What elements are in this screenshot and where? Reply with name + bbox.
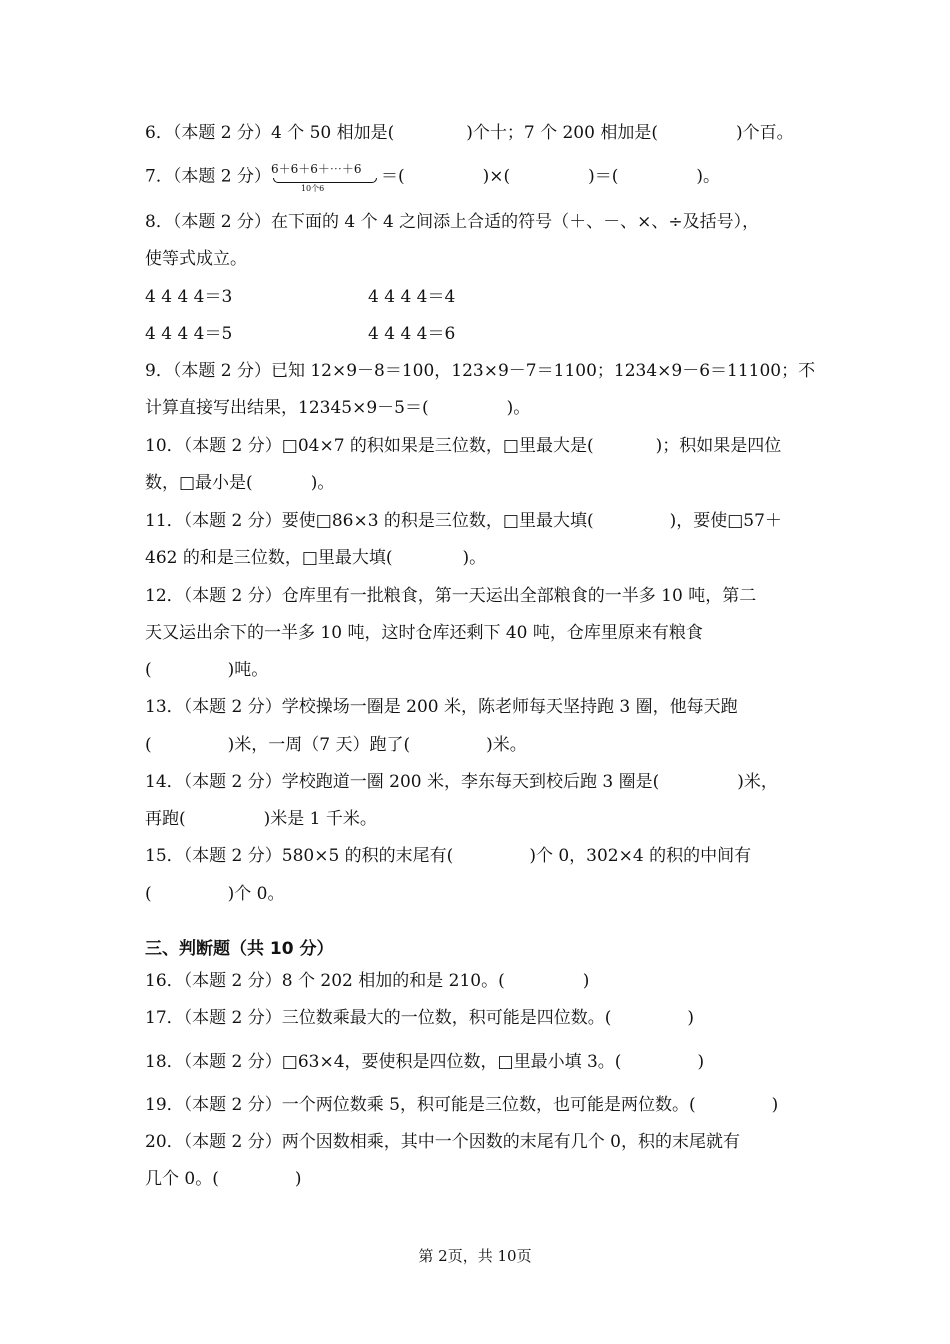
question-18 [145, 1051, 704, 1073]
question-11-line-1 [145, 510, 782, 532]
q17-text-a: 17．（本题 2 分）三位数乘最大的一位数，积可能是四位数。( [145, 1008, 612, 1028]
q9-text-1: 9．（本题 2 分）已知 12×9－8＝100，123×9－7＝1100；1234×9－6＝11100；不 [145, 361, 816, 381]
q20-text-1: 20．（本题 2 分）两个因数相乘，其中一个因数的末尾有几个 0，积的末尾就有 [145, 1132, 740, 1152]
q7-eq-b: )×( [482, 166, 511, 187]
q7-prefix: 7．（本题 2 分） [145, 166, 271, 187]
q20-text-2b: ) [294, 1169, 302, 1189]
question-15-line-1 [145, 845, 751, 867]
q10-text-1b: )；积如果是四位 [655, 436, 782, 456]
q8-equation-row-2 [145, 323, 232, 345]
q7-underbrace-label: 10个6 [300, 184, 325, 193]
q14-text-1a: 14．（本题 2 分）学校跑道一圈 200 米，李东每天到校后跑 3 圈是( [145, 772, 660, 792]
q14-text-2b: )米是 1 千米。 [263, 809, 377, 829]
question-6 [145, 122, 794, 144]
q8-equation-row-1 [145, 286, 232, 308]
q8-equation: 4 4 4 4＝3 [145, 287, 233, 307]
q11-text-1a: 11．（本题 2 分）要使□86×3 的积是三位数，□里最大填( [145, 511, 594, 531]
question-20-line-2 [145, 1168, 302, 1190]
q8-equation: 4 4 4 4＝4 [368, 287, 456, 307]
q13-text-2c: )米。 [486, 735, 527, 755]
q14-text-1b: )米， [737, 772, 778, 792]
q15-text-1a: 15．（本题 2 分）580×5 的积的末尾有( [145, 846, 454, 866]
q7-fraction-expression [271, 162, 381, 192]
question-19 [145, 1094, 778, 1116]
q7-underbrace [273, 178, 377, 183]
question-12-line-2 [145, 622, 703, 644]
q13-text-2b: )米，一周（7 天）跑了( [227, 735, 411, 755]
q12-text-3a: ( [145, 660, 152, 680]
question-7 [145, 162, 720, 192]
q15-text-2a: ( [145, 884, 152, 904]
q13-text-1: 13．（本题 2 分）学校操场一圈是 200 米，陈老师每天坚持跑 3 圈，他每天跑 [145, 697, 738, 717]
question-16 [145, 970, 589, 992]
q8-text-2: 使等式成立。 [145, 249, 247, 269]
q6-text-c: )个百。 [735, 123, 794, 143]
q8-equation: 4 4 4 4＝5 [145, 324, 233, 344]
question-17 [145, 1007, 694, 1029]
q7-eq-a: ＝( [380, 166, 405, 187]
question-12-line-1 [145, 585, 756, 607]
q19-text-b: ) [771, 1095, 779, 1115]
question-10-line-2 [145, 472, 334, 494]
q7-fraction-numerator: 6＋6＋6＋⋯＋6 [270, 162, 362, 176]
question-8-line-1 [145, 211, 759, 233]
question-20-line-1 [145, 1131, 740, 1153]
q12-text-2: 天又运出余下的一半多 10 吨，这时仓库还剩下 40 吨，仓库里原来有粮食 [145, 623, 703, 643]
q8-equation: 4 4 4 4＝6 [368, 324, 456, 344]
q10-text-1a: 10．（本题 2 分）□04×7 的积如果是三位数，□里最大是( [145, 436, 594, 456]
question-10-line-1 [145, 435, 781, 457]
q14-text-2a: 再跑( [145, 809, 186, 829]
question-11-line-2 [145, 547, 486, 569]
page-footer [0, 1245, 950, 1266]
section-3-title: 三、判断题（共 10 分） [145, 939, 334, 959]
q15-text-1b: )个 0，302×4 的积的中间有 [529, 846, 752, 866]
q11-text-1b: )，要使□57＋ [669, 511, 782, 531]
q13-text-2a: ( [145, 735, 152, 755]
q7-eq-d: )。 [696, 166, 721, 187]
question-12-line-3 [145, 659, 268, 681]
q18-text-b: ) [697, 1052, 705, 1072]
question-14-line-1 [145, 771, 778, 793]
q12-text-3b: )吨。 [227, 660, 269, 680]
q18-text-a: 18．（本题 2 分）□63×4，要使积是四位数，□里最小填 3。( [145, 1052, 622, 1072]
q9-text-2b: )。 [506, 398, 531, 418]
q6-text-b: )个十；7 个 200 相加是( [466, 123, 658, 143]
question-9-line-1 [145, 360, 815, 382]
q16-text-b: ) [582, 971, 590, 991]
question-14-line-2 [145, 808, 377, 830]
page-number: 第 2页，共 10页 [418, 1247, 532, 1265]
question-13-line-1 [145, 696, 738, 718]
question-15-line-2 [145, 883, 285, 905]
q15-text-2b: )个 0。 [227, 884, 285, 904]
question-9-line-2 [145, 397, 530, 419]
question-13-line-2 [145, 734, 527, 756]
section-heading [145, 938, 334, 960]
q12-text-1: 12．（本题 2 分）仓库里有一批粮食，第一天运出全部粮食的一半多 10 吨，第二 [145, 586, 757, 606]
q10-text-2b: )。 [310, 473, 335, 493]
q9-text-2a: 计算直接写出结果，12345×9－5＝( [145, 398, 429, 418]
q10-text-2a: 数，□最小是( [145, 473, 253, 493]
q8-equation-row-2b [368, 323, 455, 345]
q11-text-2a: 462 的和是三位数，□里最大填( [145, 548, 393, 568]
q7-eq-c: )＝( [588, 166, 619, 187]
q8-text-1: 8．（本题 2 分）在下面的 4 个 4 之间添上合适的符号（＋、－、×、÷及括号）， [145, 212, 760, 232]
q16-text-a: 16．（本题 2 分）8 个 202 相加的和是 210。( [145, 971, 505, 991]
q20-text-2a: 几个 0。( [145, 1169, 219, 1189]
q6-text-a: 6．（本题 2 分）4 个 50 相加是( [145, 123, 395, 143]
q8-equation-row-1b [368, 286, 455, 308]
q11-text-2b: )。 [462, 548, 487, 568]
q19-text-a: 19．（本题 2 分）一个两位数乘 5，积可能是三位数，也可能是两位数。( [145, 1095, 696, 1115]
q17-text-b: ) [687, 1008, 695, 1028]
question-8-line-2 [145, 248, 247, 270]
